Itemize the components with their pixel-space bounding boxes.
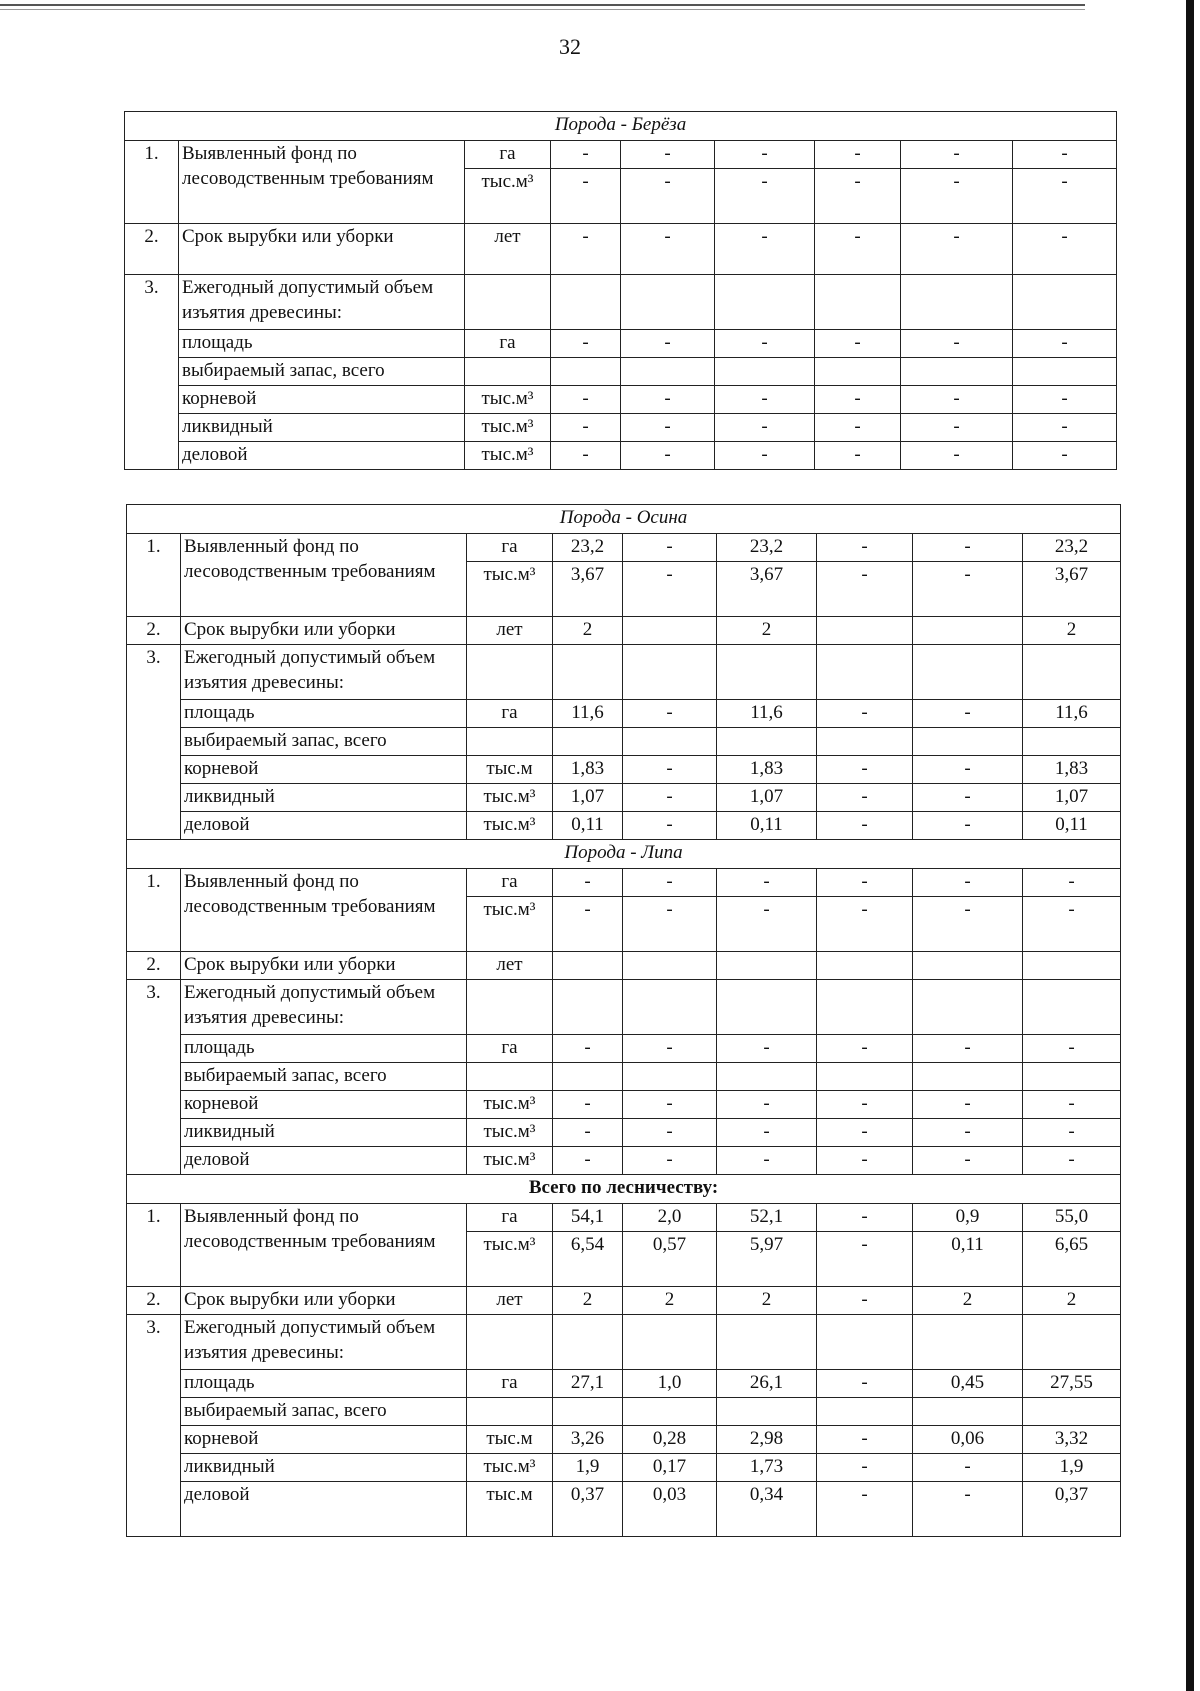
value-cell: - xyxy=(817,1091,913,1119)
value-cell: 27,55 xyxy=(1023,1370,1121,1398)
value-cell: - xyxy=(623,700,717,728)
row-label: корневой xyxy=(181,756,467,784)
value-cell: - xyxy=(1013,169,1117,224)
value-cell: 0,17 xyxy=(623,1454,717,1482)
row-label: площадь xyxy=(181,1035,467,1063)
value-cell: - xyxy=(817,1370,913,1398)
row-label: Выявленный фонд по лесоводственным требованиям xyxy=(181,869,467,952)
value-cell: - xyxy=(901,224,1013,275)
value-cell: - xyxy=(901,442,1013,470)
value-cell: 27,1 xyxy=(553,1370,623,1398)
value-cell: - xyxy=(551,330,621,358)
value-cell: - xyxy=(553,1147,623,1175)
value-cell: - xyxy=(815,386,901,414)
value-cell: - xyxy=(551,224,621,275)
value-cell: 2 xyxy=(623,1287,717,1315)
unit-cell: тыс.м³ xyxy=(467,784,553,812)
value-cell: - xyxy=(817,1482,913,1537)
value-cell: - xyxy=(1023,1119,1121,1147)
value-cell: - xyxy=(913,1035,1023,1063)
value-cell: - xyxy=(1023,1147,1121,1175)
value-cell: 1,07 xyxy=(1023,784,1121,812)
row-label: площадь xyxy=(181,700,467,728)
value-cell: - xyxy=(623,1147,717,1175)
value-cell: - xyxy=(817,756,913,784)
page-number: 32 xyxy=(559,34,581,59)
section-title: Порода - Липа xyxy=(127,840,1121,869)
value-cell: 1,07 xyxy=(717,784,817,812)
value-cell: - xyxy=(623,534,717,562)
unit-cell: лет xyxy=(467,952,553,980)
unit-cell: тыс.м xyxy=(467,1426,553,1454)
value-cell: - xyxy=(551,442,621,470)
row-number: 2. xyxy=(127,1287,181,1315)
value-cell: - xyxy=(553,897,623,952)
value-cell: 2 xyxy=(717,1287,817,1315)
value-cell: - xyxy=(1013,141,1117,169)
value-cell: - xyxy=(817,562,913,617)
value-cell: - xyxy=(913,534,1023,562)
row-label: площадь xyxy=(181,1370,467,1398)
value-cell: - xyxy=(817,534,913,562)
value-cell: 2 xyxy=(1023,617,1121,645)
value-cell: - xyxy=(715,141,815,169)
value-cell: 55,0 xyxy=(1023,1204,1121,1232)
value-cell: 2,0 xyxy=(623,1204,717,1232)
value-cell: - xyxy=(715,224,815,275)
unit-cell: га xyxy=(467,869,553,897)
table-birch xyxy=(124,111,1117,470)
row-number: 1. xyxy=(127,869,181,952)
value-cell: - xyxy=(717,1147,817,1175)
value-cell: - xyxy=(621,224,715,275)
unit-cell: тыс.м³ xyxy=(465,414,551,442)
value-cell: - xyxy=(817,1035,913,1063)
value-cell: 3,26 xyxy=(553,1426,623,1454)
row-label: Выявленный фонд по лесоводственным требованиям xyxy=(179,141,465,224)
row-label: Срок вырубки или уборки xyxy=(179,224,465,275)
value-cell: - xyxy=(621,386,715,414)
value-cell: - xyxy=(817,869,913,897)
value-cell: 0,57 xyxy=(623,1232,717,1287)
value-cell: 11,6 xyxy=(1023,700,1121,728)
row-label: корневой xyxy=(181,1091,467,1119)
value-cell: - xyxy=(553,869,623,897)
value-cell: 3,67 xyxy=(553,562,623,617)
value-cell xyxy=(623,617,717,645)
row-label: деловой xyxy=(179,442,465,470)
unit-cell: га xyxy=(467,1370,553,1398)
value-cell: 2,98 xyxy=(717,1426,817,1454)
unit-cell: га xyxy=(465,141,551,169)
unit-cell: тыс.м³ xyxy=(467,897,553,952)
value-cell: 52,1 xyxy=(717,1204,817,1232)
value-cell: - xyxy=(1023,1091,1121,1119)
value-cell: - xyxy=(817,784,913,812)
row-number: 2. xyxy=(127,617,181,645)
value-cell: - xyxy=(815,141,901,169)
value-cell: - xyxy=(815,414,901,442)
value-cell: 23,2 xyxy=(717,534,817,562)
value-cell: - xyxy=(715,414,815,442)
value-cell: - xyxy=(717,1119,817,1147)
value-cell: 0,28 xyxy=(623,1426,717,1454)
value-cell: 2 xyxy=(1023,1287,1121,1315)
row-number: 1. xyxy=(127,1204,181,1287)
value-cell xyxy=(913,617,1023,645)
row-label: Выявленный фонд по лесоводственным требованиям xyxy=(181,1204,467,1287)
value-cell: - xyxy=(551,141,621,169)
value-cell: - xyxy=(717,1091,817,1119)
unit-cell: тыс.м³ xyxy=(465,169,551,224)
value-cell: - xyxy=(901,141,1013,169)
row-label: Срок вырубки или уборки xyxy=(181,952,467,980)
value-cell: - xyxy=(715,330,815,358)
row-label: деловой xyxy=(181,812,467,840)
value-cell: - xyxy=(817,1287,913,1315)
value-cell: - xyxy=(717,869,817,897)
unit-cell: га xyxy=(467,700,553,728)
value-cell: - xyxy=(815,442,901,470)
row-label: корневой xyxy=(181,1426,467,1454)
value-cell: 1,9 xyxy=(553,1454,623,1482)
value-cell: 11,6 xyxy=(717,700,817,728)
row-label: корневой xyxy=(179,386,465,414)
unit-cell: га xyxy=(465,330,551,358)
value-cell: - xyxy=(717,897,817,952)
value-cell: - xyxy=(623,784,717,812)
value-cell: - xyxy=(551,414,621,442)
row-label: ликвидный xyxy=(181,784,467,812)
unit-cell: тыс.м xyxy=(467,756,553,784)
value-cell: - xyxy=(913,1091,1023,1119)
value-cell: - xyxy=(901,169,1013,224)
value-cell: - xyxy=(1013,386,1117,414)
value-cell: 0,37 xyxy=(553,1482,623,1537)
unit-cell: тыс.м³ xyxy=(467,1147,553,1175)
value-cell: 11,6 xyxy=(553,700,623,728)
unit-cell: тыс.м xyxy=(467,1482,553,1537)
value-cell xyxy=(1023,952,1121,980)
value-cell: 23,2 xyxy=(1023,534,1121,562)
value-cell: - xyxy=(817,812,913,840)
value-cell: 2 xyxy=(717,617,817,645)
value-cell: - xyxy=(715,386,815,414)
value-cell: 2 xyxy=(553,617,623,645)
value-cell: - xyxy=(817,700,913,728)
unit-cell: лет xyxy=(465,224,551,275)
value-cell: 2 xyxy=(913,1287,1023,1315)
value-cell: 54,1 xyxy=(553,1204,623,1232)
value-cell: 0,11 xyxy=(913,1232,1023,1287)
scan-right-edge xyxy=(1186,0,1194,1691)
value-cell: - xyxy=(621,442,715,470)
value-cell: 1,73 xyxy=(717,1454,817,1482)
value-cell: - xyxy=(623,869,717,897)
value-cell: - xyxy=(913,562,1023,617)
value-cell: - xyxy=(1013,224,1117,275)
value-cell: - xyxy=(623,756,717,784)
row-number: 1. xyxy=(127,534,181,617)
value-cell: - xyxy=(623,1119,717,1147)
value-cell: - xyxy=(553,1035,623,1063)
value-cell: - xyxy=(913,869,1023,897)
value-cell: - xyxy=(1023,1035,1121,1063)
value-cell: - xyxy=(913,1119,1023,1147)
row-label: Срок вырубки или уборки xyxy=(181,1287,467,1315)
value-cell: 3,67 xyxy=(1023,562,1121,617)
value-cell xyxy=(623,952,717,980)
value-cell: - xyxy=(817,897,913,952)
value-cell: - xyxy=(715,169,815,224)
row-label: ликвидный xyxy=(181,1119,467,1147)
value-cell: 6,54 xyxy=(553,1232,623,1287)
row-label: Ежегодный допустимый объем изъятия древесины: xyxy=(181,645,467,700)
value-cell: - xyxy=(1023,897,1121,952)
scan-top-border xyxy=(0,4,1085,6)
value-cell: 0,37 xyxy=(1023,1482,1121,1537)
row-number: 3. xyxy=(127,980,181,1175)
row-number: 3. xyxy=(125,275,179,470)
value-cell: - xyxy=(817,1426,913,1454)
value-cell: - xyxy=(817,1204,913,1232)
value-cell: - xyxy=(913,700,1023,728)
row-label: Срок вырубки или уборки xyxy=(181,617,467,645)
unit-cell: лет xyxy=(467,617,553,645)
unit-cell: га xyxy=(467,1204,553,1232)
value-cell: 0,03 xyxy=(623,1482,717,1537)
row-label: ликвидный xyxy=(181,1454,467,1482)
unit-cell: га xyxy=(467,1035,553,1063)
value-cell: - xyxy=(901,414,1013,442)
row-number: 2. xyxy=(127,952,181,980)
value-cell xyxy=(717,952,817,980)
row-label: ликвидный xyxy=(179,414,465,442)
value-cell: - xyxy=(715,442,815,470)
value-cell: - xyxy=(815,330,901,358)
section-title: Порода - Берёза xyxy=(125,112,1117,141)
value-cell: 3,67 xyxy=(717,562,817,617)
value-cell: 0,45 xyxy=(913,1370,1023,1398)
unit-cell: тыс.м³ xyxy=(467,562,553,617)
value-cell: 3,32 xyxy=(1023,1426,1121,1454)
value-cell: - xyxy=(815,224,901,275)
row-label: деловой xyxy=(181,1147,467,1175)
value-cell: - xyxy=(817,1454,913,1482)
value-cell: - xyxy=(621,330,715,358)
scan-top-border-thin xyxy=(0,9,1085,10)
value-cell: 1,83 xyxy=(1023,756,1121,784)
row-label: выбираемый запас, всего xyxy=(181,1063,467,1091)
value-cell: - xyxy=(553,1091,623,1119)
value-cell: 1,83 xyxy=(717,756,817,784)
row-label: Ежегодный допустимый объем изъятия древесины: xyxy=(179,275,465,330)
row-label: Выявленный фонд по лесоводственным требованиям xyxy=(181,534,467,617)
value-cell: 0,9 xyxy=(913,1204,1023,1232)
value-cell: 0,06 xyxy=(913,1426,1023,1454)
value-cell: - xyxy=(551,169,621,224)
value-cell: 0,11 xyxy=(717,812,817,840)
value-cell: - xyxy=(913,812,1023,840)
value-cell: 1,9 xyxy=(1023,1454,1121,1482)
value-cell: - xyxy=(623,812,717,840)
value-cell: - xyxy=(815,169,901,224)
row-label: выбираемый запас, всего xyxy=(179,358,465,386)
value-cell: 23,2 xyxy=(553,534,623,562)
unit-cell: тыс.м³ xyxy=(467,1091,553,1119)
unit-cell: лет xyxy=(467,1287,553,1315)
row-label: выбираемый запас, всего xyxy=(181,1398,467,1426)
value-cell: 5,97 xyxy=(717,1232,817,1287)
value-cell: 2 xyxy=(553,1287,623,1315)
value-cell: - xyxy=(1023,869,1121,897)
value-cell: - xyxy=(817,1147,913,1175)
value-cell: - xyxy=(913,1147,1023,1175)
value-cell xyxy=(817,617,913,645)
value-cell: - xyxy=(901,330,1013,358)
value-cell: - xyxy=(913,756,1023,784)
value-cell: 0,11 xyxy=(553,812,623,840)
value-cell: - xyxy=(621,169,715,224)
value-cell: - xyxy=(913,1454,1023,1482)
value-cell: 6,65 xyxy=(1023,1232,1121,1287)
total-title: Всего по лесничеству: xyxy=(127,1175,1121,1204)
value-cell: - xyxy=(817,1119,913,1147)
value-cell xyxy=(913,952,1023,980)
value-cell: 26,1 xyxy=(717,1370,817,1398)
value-cell: - xyxy=(623,897,717,952)
value-cell: - xyxy=(1013,414,1117,442)
value-cell: - xyxy=(623,562,717,617)
value-cell xyxy=(817,952,913,980)
row-number: 3. xyxy=(127,645,181,840)
value-cell: - xyxy=(913,897,1023,952)
value-cell: - xyxy=(913,1482,1023,1537)
value-cell: - xyxy=(623,1091,717,1119)
row-label: Ежегодный допустимый объем изъятия древесины: xyxy=(181,1315,467,1370)
table-aspen-linden-total xyxy=(126,504,1121,1537)
value-cell xyxy=(553,952,623,980)
unit-cell: тыс.м³ xyxy=(467,1119,553,1147)
value-cell: 1,0 xyxy=(623,1370,717,1398)
row-number: 2. xyxy=(125,224,179,275)
value-cell: - xyxy=(717,1035,817,1063)
value-cell: - xyxy=(621,141,715,169)
value-cell: 1,07 xyxy=(553,784,623,812)
value-cell: - xyxy=(1013,442,1117,470)
value-cell: - xyxy=(551,386,621,414)
section-title: Порода - Осина xyxy=(127,505,1121,534)
value-cell: - xyxy=(621,414,715,442)
row-number: 3. xyxy=(127,1315,181,1537)
value-cell: - xyxy=(1013,330,1117,358)
value-cell: - xyxy=(901,386,1013,414)
row-number: 1. xyxy=(125,141,179,224)
value-cell: 0,34 xyxy=(717,1482,817,1537)
unit-cell: тыс.м³ xyxy=(467,1232,553,1287)
row-label: деловой xyxy=(181,1482,467,1537)
value-cell: - xyxy=(623,1035,717,1063)
row-label: площадь xyxy=(179,330,465,358)
value-cell: - xyxy=(913,784,1023,812)
unit-cell: га xyxy=(467,534,553,562)
value-cell: 0,11 xyxy=(1023,812,1121,840)
row-label: выбираемый запас, всего xyxy=(181,728,467,756)
unit-cell: тыс.м³ xyxy=(465,442,551,470)
value-cell: - xyxy=(553,1119,623,1147)
unit-cell: тыс.м³ xyxy=(465,386,551,414)
unit-cell: тыс.м³ xyxy=(467,1454,553,1482)
row-label: Ежегодный допустимый объем изъятия древесины: xyxy=(181,980,467,1035)
value-cell: 1,83 xyxy=(553,756,623,784)
unit-cell: тыс.м³ xyxy=(467,812,553,840)
value-cell: - xyxy=(817,1232,913,1287)
